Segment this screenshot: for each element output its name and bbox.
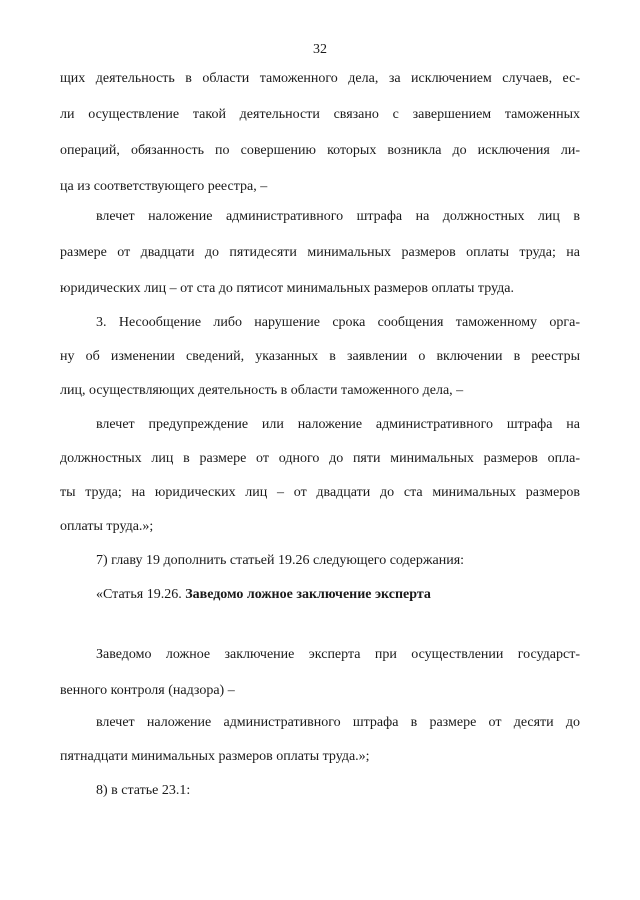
text-line: юридических лиц – от ста до пятисот минимальных размеров оплаты труда. xyxy=(60,281,514,296)
text-line: 3. Несообщение либо нарушение срока сообщения таможенному орга- xyxy=(96,315,580,330)
text-line: влечет наложение административного штрафа в размере от десяти до xyxy=(96,715,580,730)
text-line: пятнадцати минимальных размеров оплаты труда.»; xyxy=(60,749,370,764)
text-line: ну об изменении сведений, указанных в заявлении о включении в реестры xyxy=(60,349,580,364)
text-line: должностных лиц в размере от одного до пяти минимальных размеров опла- xyxy=(60,451,580,466)
page-number: 32 xyxy=(313,42,327,57)
text-line: влечет наложение административного штрафа на должностных лиц в xyxy=(96,209,580,224)
text-line: 7) главу 19 дополнить статьей 19.26 следующего содержания: xyxy=(96,553,465,568)
text-line: лиц, осуществляющих деятельность в области таможенного дела, – xyxy=(60,383,464,398)
text-line: влечет предупреждение или наложение административного штрафа на xyxy=(96,417,580,432)
text-line: ты труда; на юридических лиц – от двадцати до ста минимальных размеров xyxy=(60,485,580,500)
text-line: Заведомо ложное заключение эксперта при осуществлении государст- xyxy=(96,647,580,662)
text-line: венного контроля (надзора) – xyxy=(60,683,235,698)
text-line: 8) в статье 23.1: xyxy=(96,783,191,798)
text-line: оплаты труда.»; xyxy=(60,519,154,534)
text-line: ца из соответствующего реестра, – xyxy=(60,179,268,194)
text-line: ли осуществление такой деятельности связано с завершением таможенных xyxy=(60,107,580,122)
text-line: щих деятельность в области таможенного дела, за исключением случаев, ес- xyxy=(60,71,580,86)
article-heading-title: Заведомо ложное заключение эксперта xyxy=(185,587,431,602)
article-heading-prefix: «Статья 19.26. xyxy=(96,587,182,602)
text-line: операций, обязанность по совершению которых возникла до исключения ли- xyxy=(60,143,580,158)
article-heading xyxy=(96,586,580,604)
text-line: размере от двадцати до пятидесяти минимальных размеров оплаты труда; на xyxy=(60,245,580,260)
